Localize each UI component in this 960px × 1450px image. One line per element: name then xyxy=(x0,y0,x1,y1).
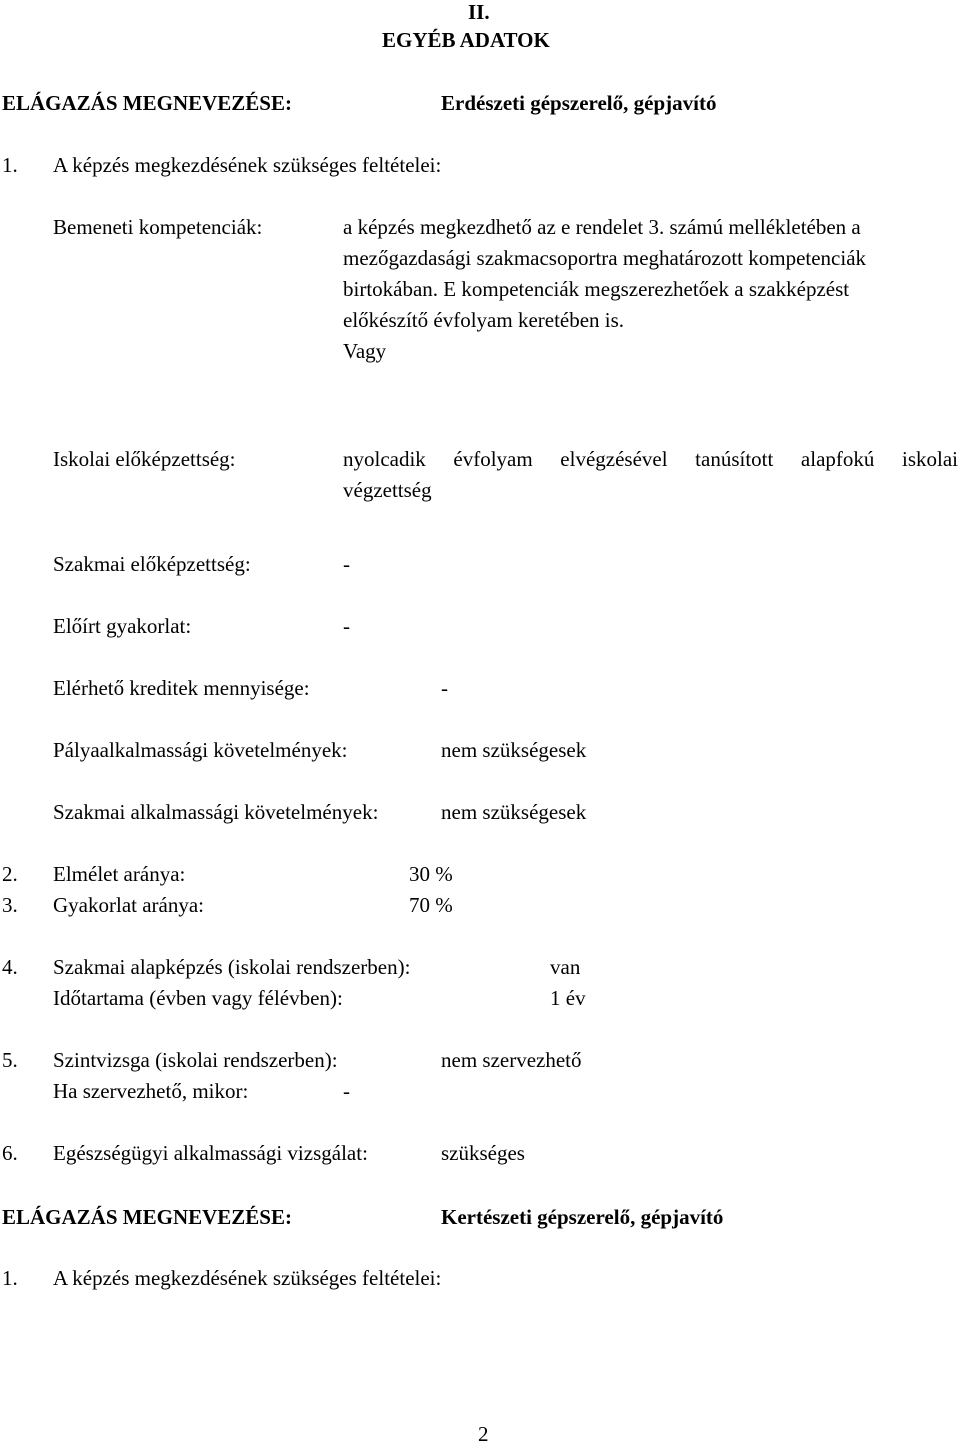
level-exam-when-value: - xyxy=(343,1079,350,1103)
professional-education-label: Szakmai előképzettség: xyxy=(53,552,251,576)
item-number: 4. xyxy=(2,955,18,979)
practice-ratio-value: 70 % xyxy=(409,893,453,917)
section-title: EGYÉB ADATOK xyxy=(382,28,550,52)
entry-competences-line: a képzés megkezdhető az e rendelet 3. számú mellékletében a xyxy=(343,215,861,239)
school-education-label: Iskolai előképzettség: xyxy=(53,447,236,471)
career-requirements-value: nem szükségesek xyxy=(441,738,587,762)
credits-value: - xyxy=(441,676,448,700)
practice-ratio-label: Gyakorlat aránya: xyxy=(53,893,205,917)
branch-label: ELÁGAZÁS MEGNEVEZÉSE: xyxy=(2,91,292,115)
professional-fitness-label: Szakmai alkalmassági követelmények: xyxy=(53,800,379,824)
basic-training-label: Szakmai alapképzés (iskolai rendszerben): xyxy=(53,955,411,979)
item-number: 1. xyxy=(2,153,18,177)
health-exam-value: szükséges xyxy=(441,1141,525,1165)
branch-name: Kertészeti gépszerelő, gépjavító xyxy=(441,1205,724,1229)
branch-label: ELÁGAZÁS MEGNEVEZÉSE: xyxy=(2,1205,292,1229)
entry-competences-line: mezőgazdasági szakmacsoportra meghatározott kompetenciák xyxy=(343,246,867,270)
entry-competences-or: Vagy xyxy=(343,339,387,363)
theory-ratio-value: 30 % xyxy=(409,862,453,886)
theory-ratio-label: Elmélet aránya: xyxy=(53,862,186,886)
entry-competences-label: Bemeneti kompetenciák: xyxy=(53,215,263,239)
page-number: 2 xyxy=(478,1422,489,1446)
duration-label: Időtartama (évben vagy félévben): xyxy=(53,986,343,1010)
level-exam-when-label: Ha szervezhető, mikor: xyxy=(53,1079,249,1103)
required-practice-label: Előírt gyakorlat: xyxy=(53,614,192,638)
entry-competences-line: birtokában. E kompetenciák megszerezhetőek a szakképzést xyxy=(343,277,850,301)
item-number: 2. xyxy=(2,862,18,886)
career-requirements-label: Pályaalkalmassági követelmények: xyxy=(53,738,348,762)
duration-value: 1 év xyxy=(550,986,586,1010)
prerequisites-heading: A képzés megkezdésének szükséges feltételei: xyxy=(53,153,442,177)
level-exam-value: nem szervezhető xyxy=(441,1048,582,1072)
entry-competences-line: előkészítő évfolyam keretében is. xyxy=(343,308,625,332)
item-number: 1. xyxy=(2,1266,18,1290)
basic-training-value: van xyxy=(550,955,581,979)
school-education-value-line1: nyolcadik évfolyam elvégzésével tanúsított alapfokú iskolai xyxy=(343,447,958,471)
section-roman-numeral: II. xyxy=(468,0,490,24)
prerequisites-heading: A képzés megkezdésének szükséges feltételei: xyxy=(53,1266,442,1290)
level-exam-label: Szintvizsga (iskolai rendszerben): xyxy=(53,1048,338,1072)
item-number: 5. xyxy=(2,1048,18,1072)
health-exam-label: Egészségügyi alkalmassági vizsgálat: xyxy=(53,1141,368,1165)
item-number: 3. xyxy=(2,893,18,917)
professional-education-value: - xyxy=(343,552,350,576)
required-practice-value: - xyxy=(343,614,350,638)
professional-fitness-value: nem szükségesek xyxy=(441,800,587,824)
branch-name: Erdészeti gépszerelő, gépjavító xyxy=(441,91,717,115)
credits-label: Elérhető kreditek mennyisége: xyxy=(53,676,310,700)
item-number: 6. xyxy=(2,1141,18,1165)
school-education-value-line2: végzettség xyxy=(343,478,432,502)
